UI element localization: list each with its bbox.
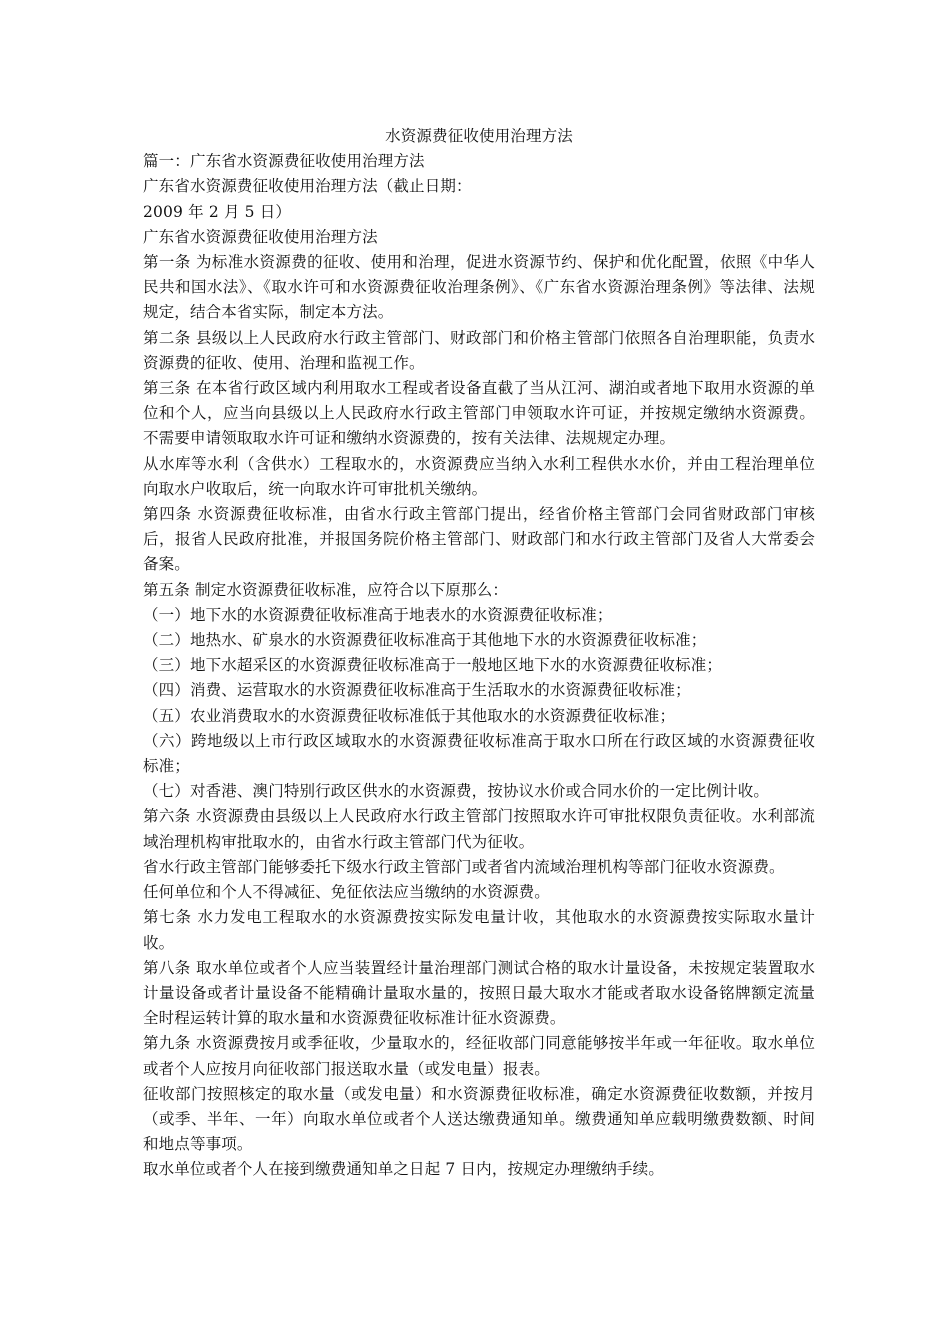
paragraph: 第四条 水资源费征收标准，由省水行政主管部门提出，经省价格主管部门会同省财政部门审核后，报省人民政府批准，并报国务院价格主管部门、财政部门和水行政主管部门及省人大常委会备案。	[143, 505, 815, 574]
paragraph: （七）对香港、澳门特别行政区供水的水资源费，按协议水价或合同水价的一定比例计收。	[143, 782, 770, 801]
paragraph: 篇一：广东省水资源费征收使用治理方法	[143, 152, 425, 171]
paragraph: 取水单位或者个人在接到缴费通知单之日起 7 日内，按规定办理缴纳手续。	[143, 1160, 664, 1179]
paragraph: （一）地下水的水资源费征收标准高于地表水的水资源费征收标准；	[143, 605, 613, 624]
paragraph: 第八条 取水单位或者个人应当装置经计量治理部门测试合格的取水计量设备，未按规定装置取水计量设备或者计量设备不能精确计量取水量的，按照日最大取水才能或者取水设备铭牌额定流量全时程运转计算的取水量和水资源费征收标准计征水资源费。	[143, 958, 815, 1028]
document-title: 水资源费征收使用治理方法	[385, 127, 573, 145]
paragraph: 任何单位和个人不得减征、免征依法应当缴纳的水资源费。	[143, 883, 550, 902]
paragraph: 第六条 水资源费由县级以上人民政府水行政主管部门按照取水许可审批权限负责征收。水利部流域治理机构审批取水的，由省水行政主管部门代为征收。	[143, 807, 815, 851]
paragraph: 广东省水资源费征收使用治理方法（截止日期：	[143, 177, 472, 196]
paragraph: （三）地下水超采区的水资源费征收标准高于一般地区地下水的水资源费征收标准；	[143, 656, 723, 675]
paragraph: 第一条 为标准水资源费的征收、使用和治理，促进水资源节约、保护和优化配置，依照《中华人民共和国水法》、《取水许可和水资源费征收治理条例》、《广东省水资源治理条例》等法律、法规规定，结合本省实际，制定本方法。	[143, 253, 815, 322]
paragraph: （六）跨地级以上市行政区域取水的水资源费征收标准高于取水口所在行政区域的水资源费征收标准；	[143, 731, 815, 776]
paragraph: 省水行政主管部门能够委托下级水行政主管部门或者省内流域治理机构等部门征收水资源费。	[143, 857, 785, 876]
document-body	[143, 149, 815, 1182]
paragraph: 从水库等水利（含供水）工程取水的，水资源费应当纳入水利工程供水水价，并由工程治理单位向取水户收取后，统一向取水许可审批机关缴纳。	[143, 454, 815, 498]
paragraph: 第二条 县级以上人民政府水行政主管部门、财政部门和价格主管部门依照各自治理职能，负责水资源费的征收、使用、治理和监视工作。	[143, 328, 815, 372]
paragraph: 2009 年 2 月 5 日）	[143, 202, 292, 221]
paragraph: 征收部门按照核定的取水量（或发电量）和水资源费征收标准，确定水资源费征收数额，并按月（或季、半年、一年）向取水单位或者个人送达缴费通知单。缴费通知单应载明缴费数额、时间和地点等事项。	[143, 1084, 815, 1154]
paragraph: 广东省水资源费征收使用治理方法	[143, 227, 378, 246]
paragraph: （二）地热水、矿泉水的水资源费征收标准高于其他地下水的水资源费征收标准；	[143, 631, 707, 650]
paragraph: 第九条 水资源费按月或季征收，少量取水的，经征收部门同意能够按半年或一年征收。取水单位或者个人应按月向征收部门报送取水量（或发电量）报表。	[143, 1034, 815, 1078]
paragraph: 第七条 水力发电工程取水的水资源费按实际发电量计收，其他取水的水资源费按实际取水量计收。	[143, 908, 815, 952]
document-page	[143, 124, 815, 1183]
paragraph: （四）消费、运营取水的水资源费征收标准高于生活取水的水资源费征收标准；	[143, 681, 691, 700]
paragraph: 第五条 制定水资源费征收标准，应符合以下原那么：	[143, 580, 509, 599]
paragraph: （五）农业消费取水的水资源费征收标准低于其他取水的水资源费征收标准；	[143, 706, 676, 725]
paragraph: 第三条 在本省行政区域内利用取水工程或者设备直截了当从江河、湖泊或者地下取用水资源的单位和个人，应当向县级以上人民政府水行政主管部门申领取水许可证，并按规定缴纳水资源费。不需要申请领取取水许可证和缴纳水资源费的，按有关法律、法规规定办理。	[143, 379, 815, 448]
